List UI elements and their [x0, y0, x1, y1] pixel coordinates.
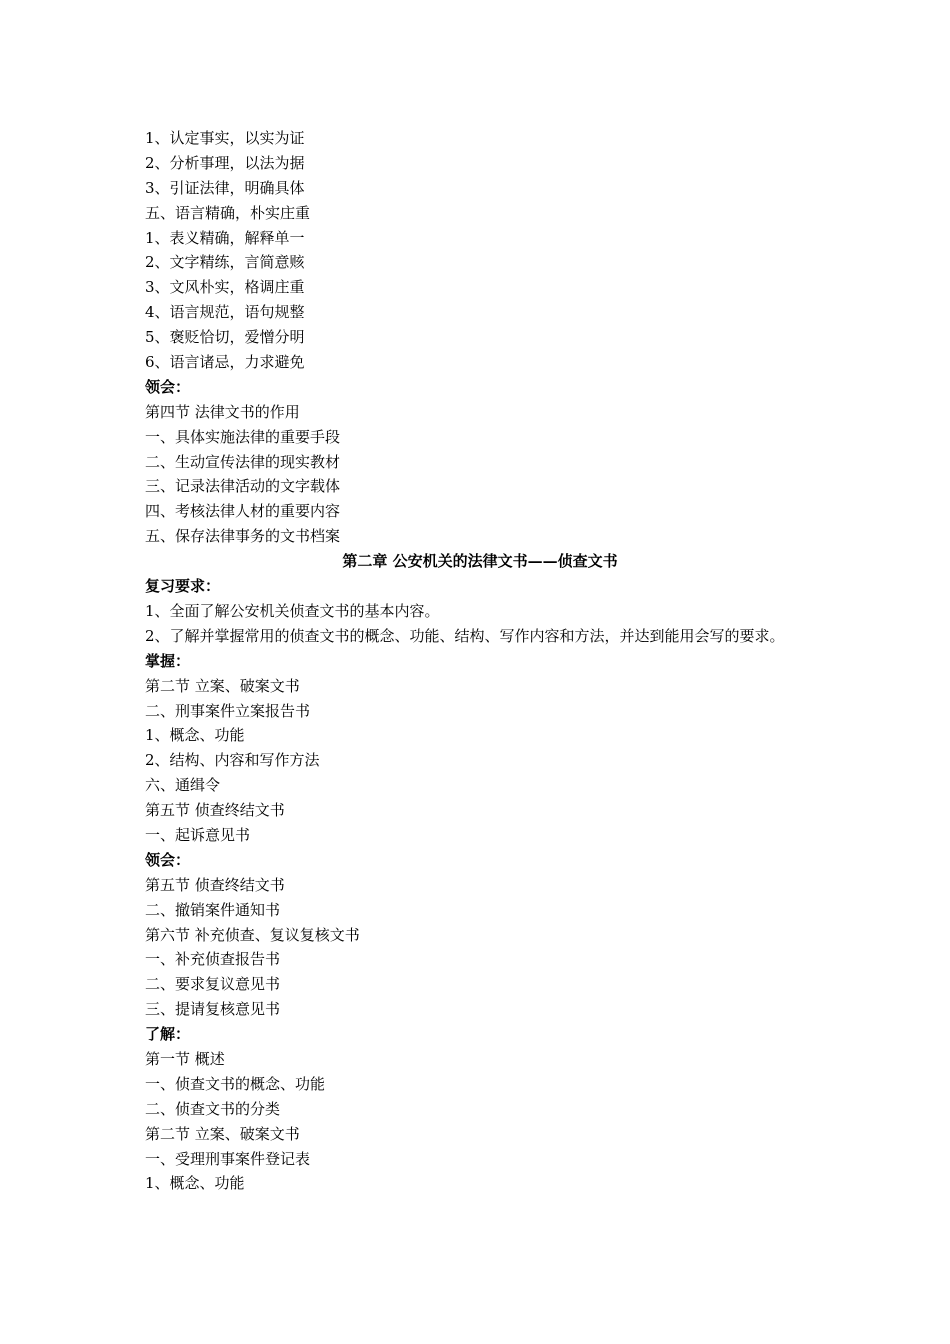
chapter-title: 第二章 公安机关的法律文书——侦查文书 [342, 552, 618, 571]
list-item: 二、刑事案件立案报告书 [145, 701, 311, 720]
list-item: 5、褒贬恰切，爱憎分明 [145, 328, 305, 347]
list-item: 二、生动宣传法律的现实教材 [145, 452, 341, 471]
section-heading: 第六节 补充侦查、复议复核文书 [145, 925, 360, 944]
list-item: 一、具体实施法律的重要手段 [145, 427, 341, 446]
list-item: 1、认定事实，以实为证 [145, 129, 305, 147]
list-item: 4、语言规范，语句规整 [145, 303, 305, 322]
section-heading: 第五节 侦查终结文书 [145, 801, 285, 820]
list-item: 2、分析事理，以法为据 [145, 153, 305, 172]
category-label-understand: 了解： [145, 1025, 191, 1044]
list-item: 3、引证法律，明确具体 [145, 178, 305, 197]
list-item: 2、结构、内容和写作方法 [145, 751, 320, 770]
list-item: 四、考核法律人材的重要内容 [145, 502, 341, 521]
list-item: 三、记录法律活动的文字载体 [145, 477, 341, 496]
list-item: 一、补充侦查报告书 [145, 950, 281, 969]
list-item: 2、了解并掌握常用的侦查文书的概念、功能、结构、写作内容和方法，并达到能用会写的要求。 [145, 626, 785, 645]
list-item: 二、撤销案件通知书 [145, 900, 281, 919]
section-heading: 五、语言精确，朴实庄重 [145, 203, 311, 222]
list-item: 6、语言诸忌，力求避免 [145, 353, 305, 372]
category-label-comprehend: 领会： [145, 377, 191, 396]
category-label-review-requirements: 复习要求： [145, 577, 221, 596]
list-item: 五、保存法律事务的文书档案 [145, 527, 341, 546]
list-item: 1、全面了解公安机关侦查文书的基本内容。 [145, 601, 440, 620]
list-item: 二、侦查文书的分类 [145, 1099, 281, 1118]
category-label-master: 掌握： [145, 651, 191, 670]
section-heading: 第二节 立案、破案文书 [145, 1124, 300, 1143]
section-heading: 第五节 侦查终结文书 [145, 875, 285, 894]
list-item: 六、通缉令 [145, 776, 221, 795]
list-item: 一、侦查文书的概念、功能 [145, 1074, 326, 1093]
list-item: 1、表义精确，解释单一 [145, 228, 305, 247]
list-item: 二、要求复议意见书 [145, 975, 281, 994]
list-item: 1、概念、功能 [145, 1174, 245, 1193]
list-item: 2、文字精练，言简意赅 [145, 253, 305, 272]
list-item: 3、文风朴实，格调庄重 [145, 278, 305, 297]
list-item: 1、概念、功能 [145, 726, 245, 745]
list-item: 三、提请复核意见书 [145, 1000, 281, 1019]
list-item: 一、受理刑事案件登记表 [145, 1149, 311, 1168]
section-heading: 第一节 概述 [145, 1049, 225, 1068]
section-heading: 第二节 立案、破案文书 [145, 676, 300, 695]
list-item: 一、起诉意见书 [145, 825, 251, 844]
category-label-comprehend: 领会： [145, 850, 191, 869]
document-page [145, 126, 815, 1196]
section-heading: 第四节 法律文书的作用 [145, 402, 300, 421]
